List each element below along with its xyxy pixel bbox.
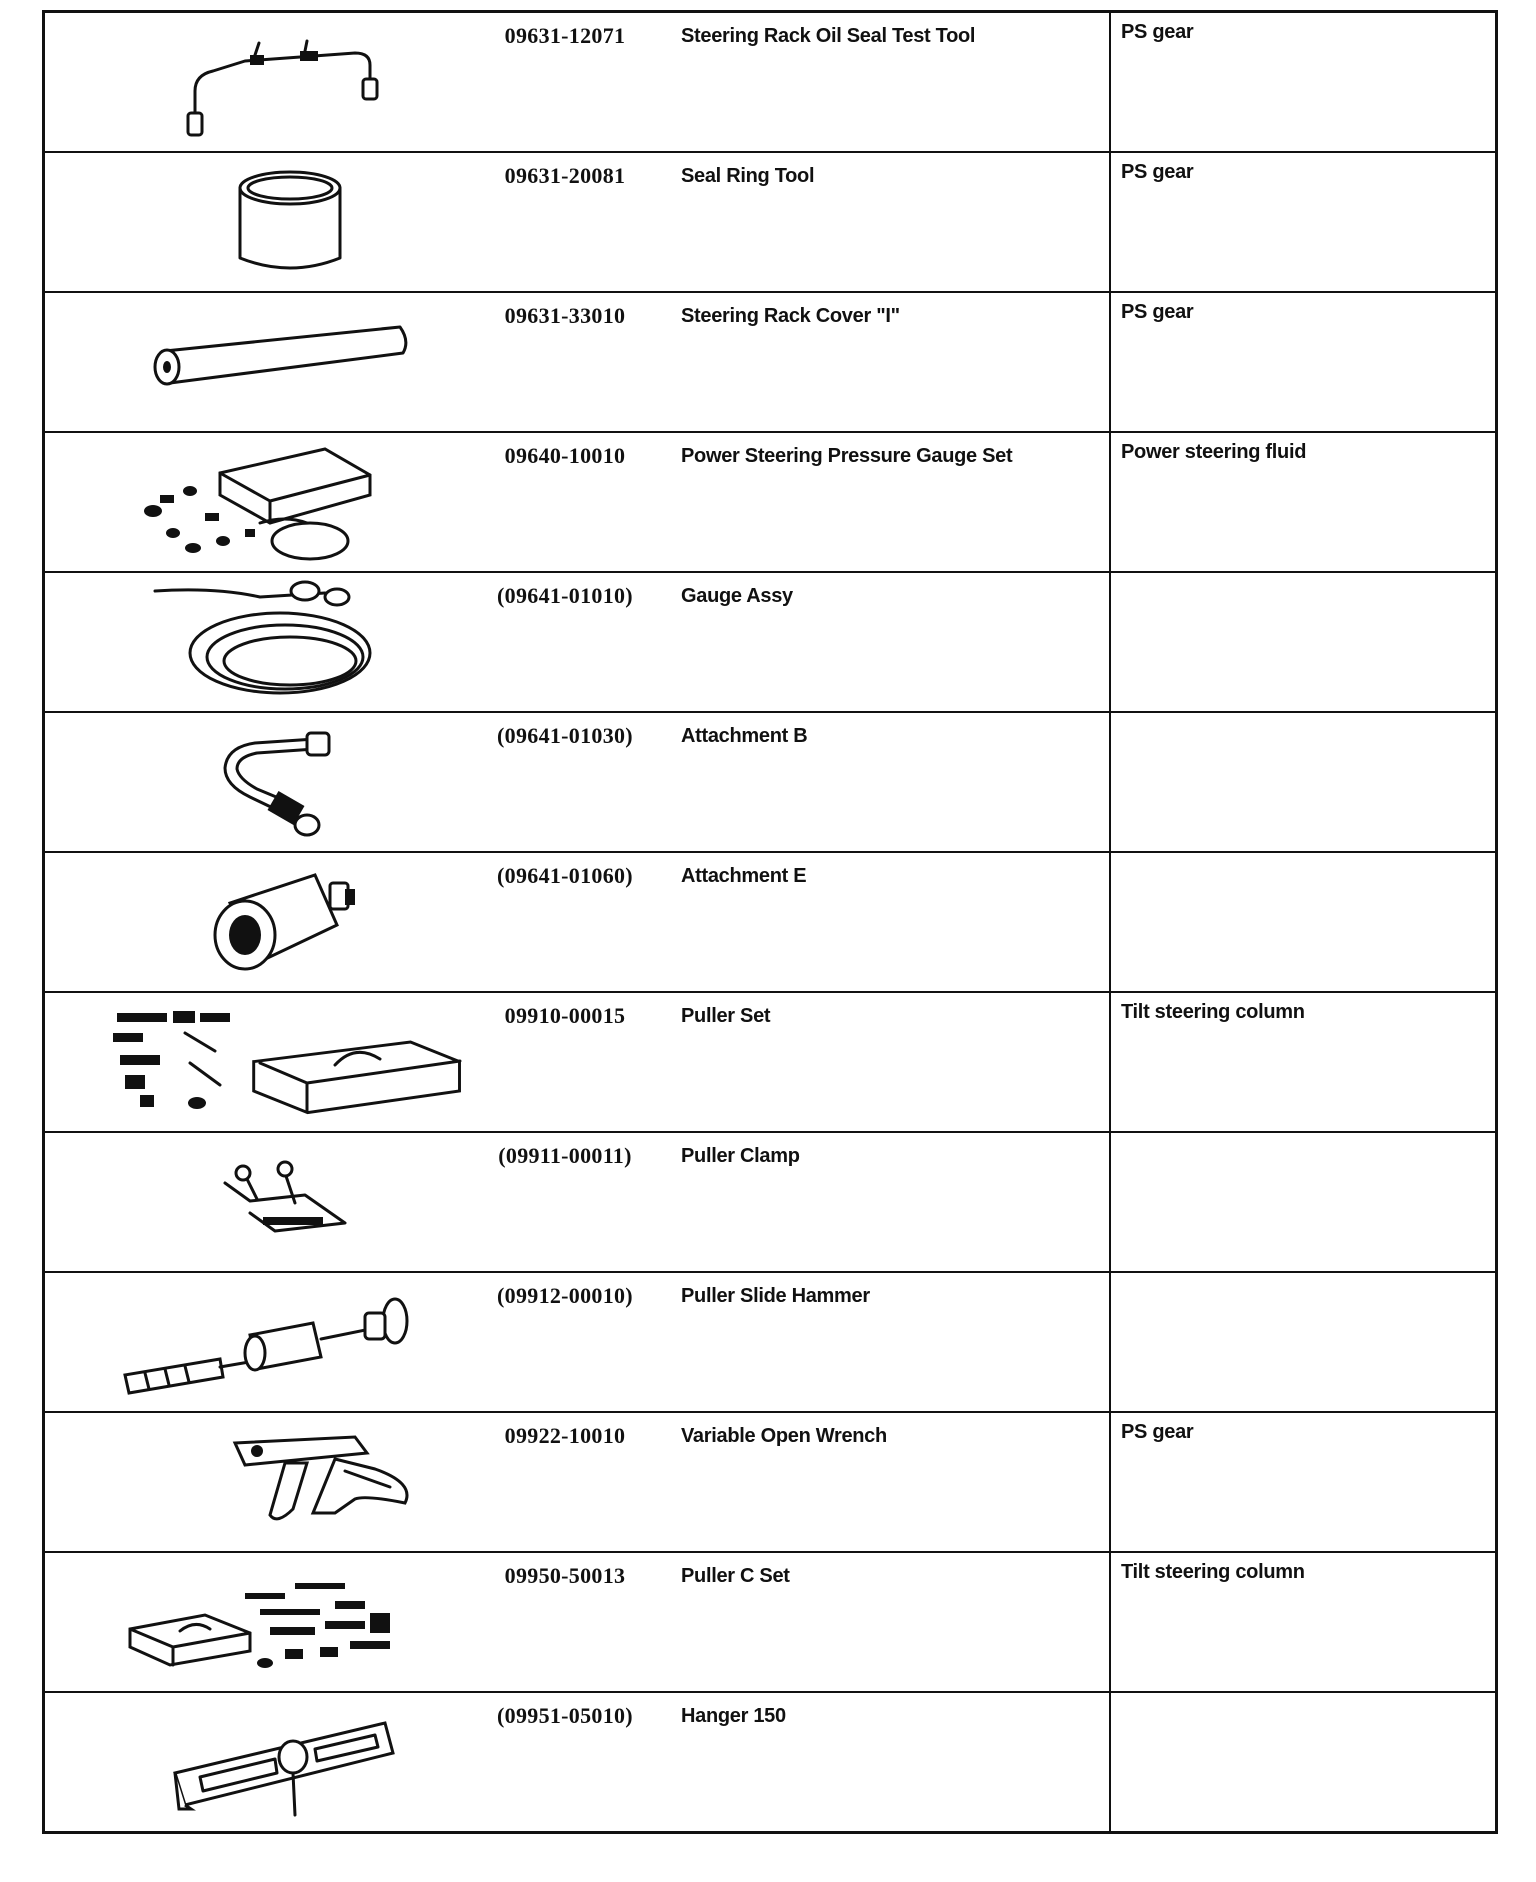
tool-cell	[44, 852, 1111, 992]
tool-name: Power Steering Pressure Gauge Set	[681, 445, 1013, 467]
table-row	[44, 852, 1497, 992]
tool-cell	[44, 152, 1111, 292]
part-number: (09641-01010)	[497, 583, 633, 608]
usage-cell	[1110, 432, 1497, 572]
part-number: (09641-01060)	[497, 863, 633, 888]
usage-cell	[1110, 1412, 1497, 1552]
table-row	[44, 432, 1497, 572]
tool-cell	[44, 1272, 1111, 1412]
test-tool-tube-icon	[45, 13, 465, 151]
part-number: (09912-00010)	[497, 1283, 633, 1308]
table-row	[44, 12, 1497, 153]
usage-cell	[1110, 992, 1497, 1132]
usage-cell	[1110, 1692, 1497, 1833]
part-number: (09951-05010)	[497, 1703, 633, 1728]
part-number: (09641-01030)	[497, 723, 633, 748]
part-number: (09911-00011)	[498, 1143, 632, 1168]
tool-cell	[44, 12, 1111, 153]
table-row	[44, 1132, 1497, 1272]
gauge-set-case-icon	[45, 433, 465, 571]
slide-hammer-icon	[45, 1273, 465, 1411]
table-row	[44, 1692, 1497, 1833]
part-number: 09631-12071	[504, 23, 626, 48]
part-number: 09631-20081	[504, 163, 626, 188]
tool-name: Steering Rack Oil Seal Test Tool	[681, 25, 976, 47]
table-row	[44, 1272, 1497, 1412]
usage-cell	[1110, 712, 1497, 852]
table-row	[44, 572, 1497, 712]
usage-note: Power steering fluid	[1121, 441, 1307, 463]
usage-cell	[1110, 852, 1497, 992]
tool-name: Gauge Assy	[681, 585, 793, 607]
bent-pipe-attachment-icon	[45, 713, 465, 851]
usage-note	[1111, 573, 1495, 581]
usage-note: Tilt steering column	[1121, 1561, 1305, 1583]
tool-name: Variable Open Wrench	[681, 1425, 887, 1447]
usage-note: PS gear	[1121, 1421, 1194, 1443]
table-row	[44, 1412, 1497, 1552]
seal-ring-cylinder-icon	[45, 153, 465, 291]
rack-cover-rod-icon	[45, 293, 465, 431]
usage-note: PS gear	[1121, 161, 1194, 183]
table-row	[44, 1552, 1497, 1692]
table-row	[44, 292, 1497, 432]
table-row	[44, 152, 1497, 292]
tool-name: Seal Ring Tool	[681, 165, 815, 187]
tool-name: Puller Set	[681, 1005, 771, 1027]
tool-name: Puller C Set	[681, 1565, 790, 1587]
table-row	[44, 712, 1497, 852]
usage-cell	[1110, 1552, 1497, 1692]
part-number: 09950-50013	[504, 1563, 626, 1588]
tool-cell	[44, 1132, 1111, 1272]
usage-note: PS gear	[1121, 301, 1194, 323]
usage-cell	[1110, 12, 1497, 153]
tool-cell	[44, 292, 1111, 432]
table-row	[44, 992, 1497, 1132]
part-number: 09910-00015	[504, 1003, 626, 1028]
usage-cell	[1110, 152, 1497, 292]
tool-name: Steering Rack Cover "I"	[681, 305, 900, 327]
usage-note	[1111, 1133, 1495, 1141]
usage-cell	[1110, 1132, 1497, 1272]
tool-cell	[44, 1692, 1111, 1833]
tool-name: Puller Clamp	[681, 1145, 800, 1167]
usage-note	[1111, 1693, 1495, 1701]
part-number: 09922-10010	[504, 1423, 626, 1448]
usage-note	[1111, 713, 1495, 721]
usage-note: PS gear	[1121, 21, 1194, 43]
tool-cell	[44, 432, 1111, 572]
tool-cell	[44, 572, 1111, 712]
part-number: 09640-10010	[504, 443, 626, 468]
tool-name: Attachment E	[681, 865, 807, 887]
open-wrench-icon	[45, 1413, 465, 1551]
tool-name: Hanger 150	[681, 1705, 786, 1727]
gauge-hose-icon	[45, 573, 465, 711]
usage-note	[1111, 1273, 1495, 1281]
special-tools-table	[42, 10, 1498, 1834]
tool-cell	[44, 992, 1111, 1132]
part-number: 09631-33010	[504, 303, 626, 328]
tool-cell	[44, 1552, 1111, 1692]
fitting-attachment-icon	[45, 853, 465, 991]
tool-name: Attachment B	[681, 725, 808, 747]
usage-cell	[1110, 292, 1497, 432]
tool-name: Puller Slide Hammer	[681, 1285, 870, 1307]
puller-clamp-icon	[45, 1133, 465, 1271]
tool-cell	[44, 712, 1111, 852]
usage-note: Tilt steering column	[1121, 1001, 1305, 1023]
usage-cell	[1110, 572, 1497, 712]
puller-c-set-icon	[45, 1553, 465, 1691]
usage-cell	[1110, 1272, 1497, 1412]
puller-set-case-icon	[45, 993, 465, 1131]
usage-note	[1111, 853, 1495, 861]
hanger-bar-icon	[45, 1693, 465, 1831]
tool-cell	[44, 1412, 1111, 1552]
